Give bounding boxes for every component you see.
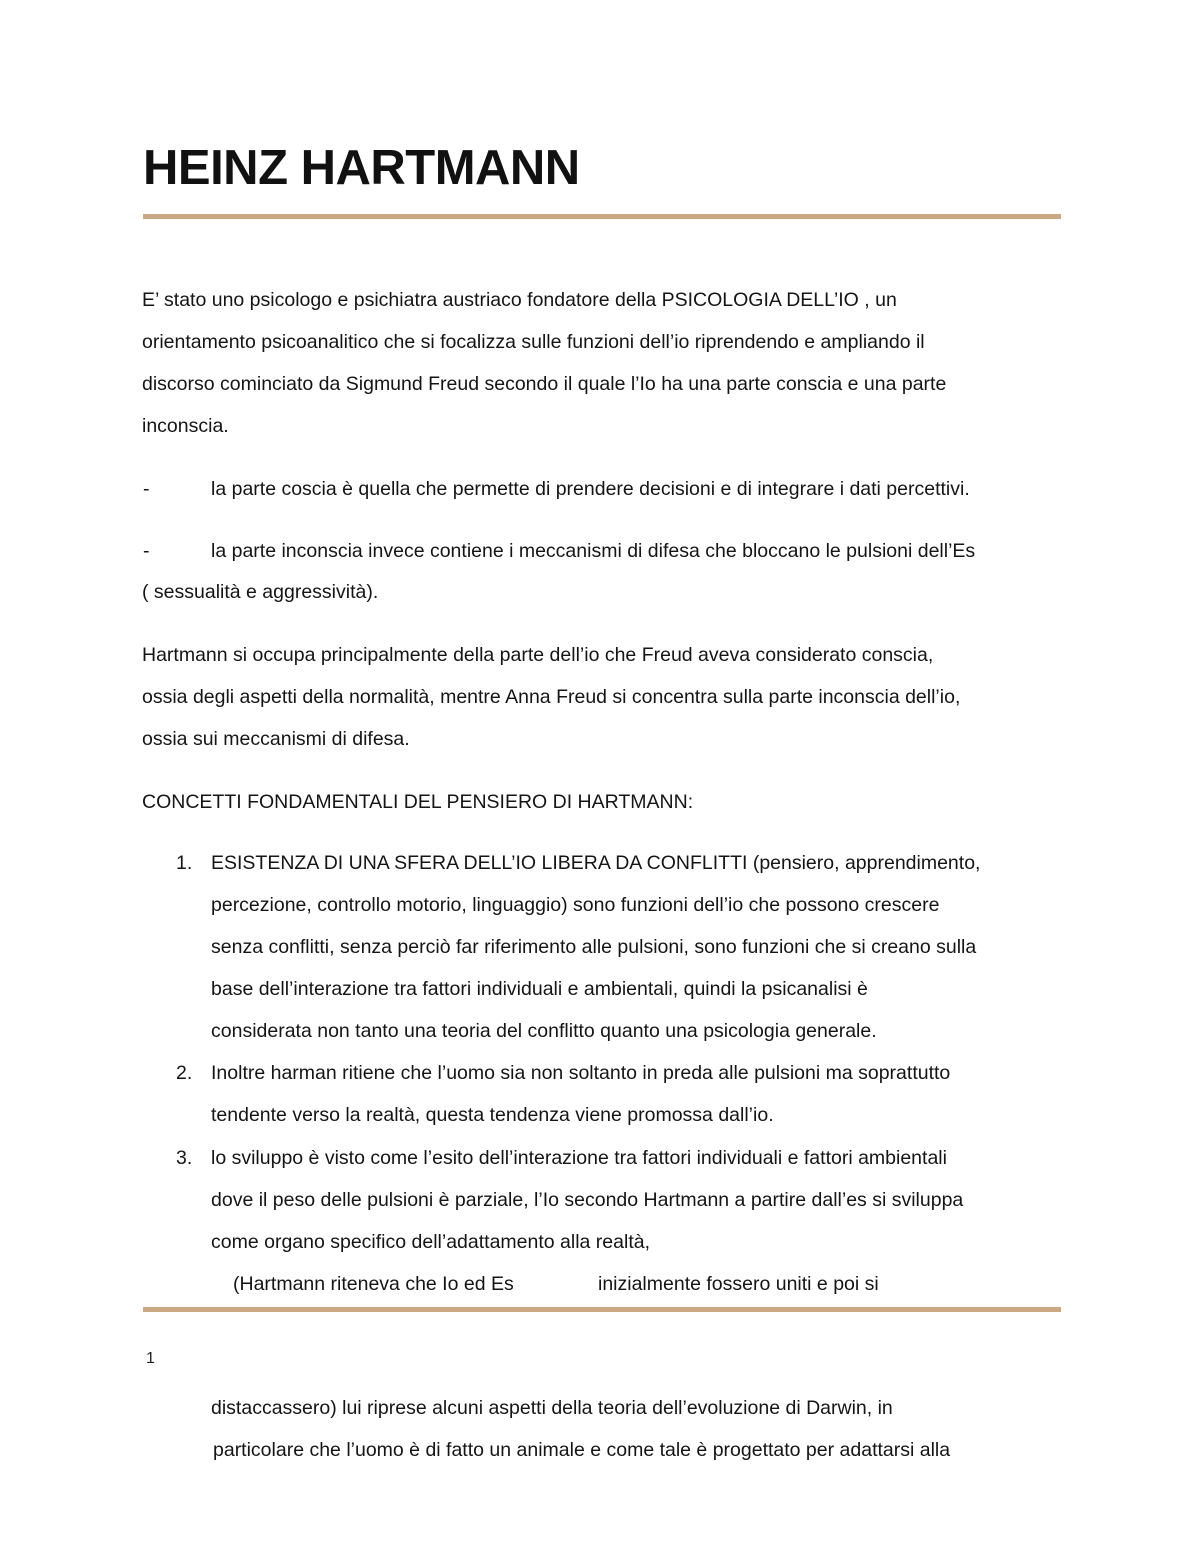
continuation-line: particolare che l’uomo è di fatto un animale e come tale è progettato per adattarsi alla bbox=[213, 1439, 951, 1461]
dash-marker: - bbox=[143, 540, 150, 562]
list-item-line: Inoltre harman ritiene che l’uomo sia non soltanto in preda alle pulsioni ma soprattutto bbox=[211, 1062, 951, 1084]
list-number: 3. bbox=[176, 1147, 193, 1169]
intro-line: discorso cominciato da Sigmund Freud secondo il quale l’Io ha una parte conscia e una parte bbox=[142, 373, 947, 395]
intro-line: inconscia. bbox=[142, 415, 229, 437]
paragraph-line: Hartmann si occupa principalmente della parte dell’io che Freud aveva considerato conscia, bbox=[142, 644, 934, 666]
list-item-line: percezione, controllo motorio, linguaggio) sono funzioni dell’io che possono crescere bbox=[211, 894, 940, 916]
list-item-line: dove il peso delle pulsioni è parziale, l’Io secondo Hartmann a partire dall’es si sviluppa bbox=[211, 1189, 964, 1211]
intro-line: E’ stato uno psicologo e psichiatra austriaco fondatore della PSICOLOGIA DELL’IO , un bbox=[142, 289, 897, 311]
list-item-line: ESISTENZA DI UNA SFERA DELL’IO LIBERA DA CONFLITTI (pensiero, apprendimento, bbox=[211, 852, 981, 874]
note-part-2: inizialmente fossero uniti e poi si bbox=[598, 1273, 879, 1295]
list-item-line: come organo specifico dell’adattamento alla realtà, bbox=[211, 1231, 651, 1253]
dash-marker: - bbox=[143, 478, 150, 500]
section-heading: CONCETTI FONDAMENTALI DEL PENSIERO DI HARTMANN: bbox=[142, 791, 694, 813]
dash-item-text: ( sessualità e aggressività). bbox=[142, 581, 379, 603]
intro-line: orientamento psicoanalitico che si focalizza sulle funzioni dell’io riprendendo e ampliando il bbox=[142, 331, 925, 353]
list-number: 1. bbox=[176, 852, 193, 874]
list-item-line: considerata non tanto una teoria del conflitto quanto una psicologia generale. bbox=[211, 1020, 877, 1042]
continuation-line: distaccassero) lui riprese alcuni aspetti della teoria dell’evoluzione di Darwin, in bbox=[211, 1397, 893, 1419]
list-number: 2. bbox=[176, 1062, 193, 1084]
page-number: 1 bbox=[146, 1350, 155, 1367]
dash-item-text: la parte coscia è quella che permette di prendere decisioni e di integrare i dati percettivi. bbox=[211, 478, 970, 500]
list-item-line: base dell’interazione tra fattori individuali e ambientali, quindi la psicanalisi è bbox=[211, 978, 868, 1000]
list-item-line: tendente verso la realtà, questa tendenza viene promossa dall’io. bbox=[211, 1104, 774, 1126]
paragraph-line: ossia sui meccanismi di difesa. bbox=[142, 728, 410, 750]
list-item-line: senza conflitti, senza perciò far riferimento alle pulsioni, sono funzioni che si creano sulla bbox=[211, 936, 977, 958]
list-item-line: lo sviluppo è visto come l’esito dell’interazione tra fattori individuali e fattori ambientali bbox=[211, 1147, 947, 1169]
title-underline bbox=[143, 214, 1061, 219]
dash-item-text: la parte inconscia invece contiene i meccanismi di difesa che bloccano le pulsioni dell’Es bbox=[211, 540, 976, 562]
document-title: HEINZ HARTMANN bbox=[143, 141, 580, 195]
footer-rule bbox=[143, 1307, 1061, 1312]
note-part-1: (Hartmann riteneva che Io ed Es bbox=[233, 1273, 514, 1295]
paragraph-line: ossia degli aspetti della normalità, mentre Anna Freud si concentra sulla parte inconscia dell’io, bbox=[142, 686, 961, 708]
